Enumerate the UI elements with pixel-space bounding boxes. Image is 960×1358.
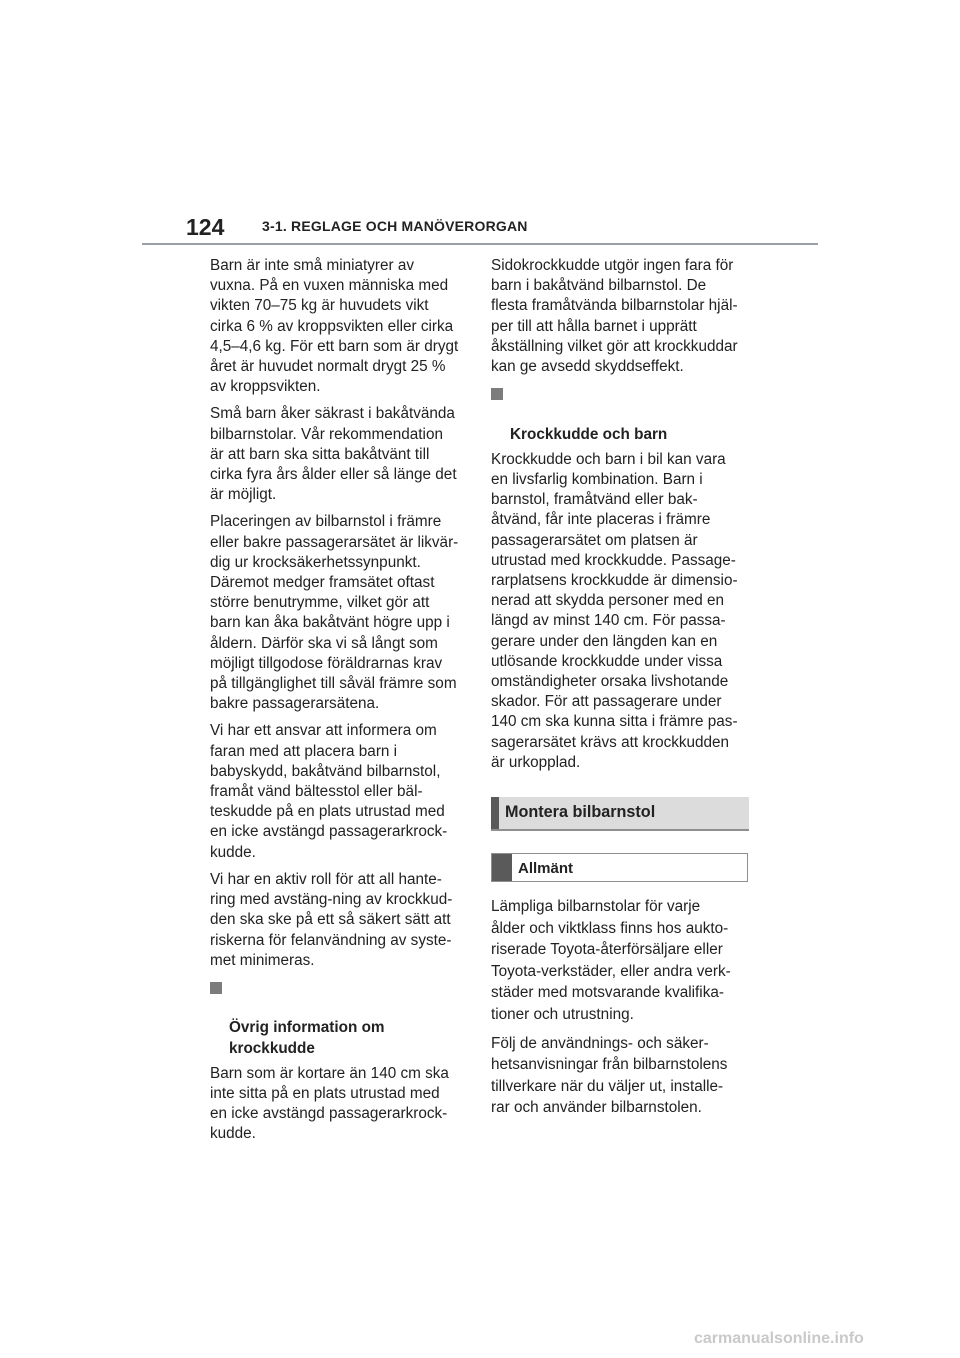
paragraph: Sidokrockkudde utgör ingen fara för barn i bakåtvänd bilbarnstol. De flesta framåtvända bilbarnstolar hjäl- per till att hålla barnet i upprätt åkställning vilket gör att krockkuddar kan ge avsedd skyddseffekt. xyxy=(491,257,738,376)
page-number: 124 xyxy=(186,214,225,240)
subsection-heading: Allmänt xyxy=(518,860,574,878)
subheading-text: Krockkudde och barn xyxy=(510,425,668,443)
paragraph: Placeringen av bilbarnstol i främre eller bakre passagerarsätet är likvär- dig ur krocksäkerhetssynpunkt. Däremot medger framsätet oftast större benutrymme, vilket gör att barn kan åka bakåtvänt högre upp i åldern. Därför ska vi så långt som möjligt tillgodose föräldrarnas krav på tillgänglighet till såväl främre som bakre passagerarsätena. xyxy=(210,513,459,713)
subheading-airbag-children xyxy=(491,384,753,445)
subsection-heading-box xyxy=(491,853,748,882)
square-bullet-icon xyxy=(210,982,222,994)
subheading-text: Övrig information om krockkudde xyxy=(229,1019,385,1057)
square-bullet-icon xyxy=(491,388,503,400)
section-heading-box xyxy=(491,797,749,831)
paragraph: Små barn åker säkrast i bakåtvända bilbarnstolar. Vår rekommendation är att barn ska sitta bakåtvänt till cirka fyra års ålder eller så länge det är möjligt. xyxy=(210,405,457,504)
watermark: carmanualsonline.info xyxy=(694,1330,864,1347)
section-title: 3-1. REGLAGE OCH MANÖVERORGAN xyxy=(262,218,528,234)
subsection-heading-marker xyxy=(492,854,512,881)
section-heading-marker xyxy=(491,797,499,829)
paragraph: Vi har en aktiv roll för att all hante- ring med avstäng-ning av krockkud- den ska ske på ett så säkert sätt att riskerna för felanvändning av syste- met minimeras. xyxy=(210,870,453,969)
left-column xyxy=(210,256,472,1152)
paragraph: Vi har ett ansvar att informera om faran med att placera barn i babyskydd, bakåtvänd bilbarnstol, framåt vänd bältesstol eller bäl- teskudde på en plats utrustad med en icke avstängd passagerarkrock- kudde. xyxy=(210,722,448,861)
right-column xyxy=(491,256,753,1126)
section-heading: Montera bilbarnstol xyxy=(505,803,656,822)
paragraph: Lämpliga bilbarnstolar för varje ålder och viktklass finns hos aukto- riserade Toyota-återförsäljare eller Toyota-verkstäder, eller andra verk- städer med motsvarande kvalifika- tioner och utrustning. xyxy=(491,898,731,1024)
paragraph: Barn är inte små miniatyrer av vuxna. På en vuxen människa med vikten 70–75 kg är huvudets vikt cirka 6 % av kroppsvikten eller cirka 4,5–4,6 kg. För ett barn som är drygt året är huvudet normalt drygt 25 % av kroppsvikten. xyxy=(210,257,459,396)
paragraph: Krockkudde och barn i bil kan vara en livsfarlig kombination. Barn i barnstol, framåtvänd eller bak- åtvänd, får inte placeras i främre passagerarsätet om platsen är utrustad med krockkudde. Passage- rarplatsens krockkudde är dimensio- nerad att skydda personer med en längd av minst 140 cm. För passa- gerare under den längden kan en utlösande krockkudde under vissa omständigheter orsaka livshotande skador. För att passagerare under 140 cm ska kunna sitta i främre pas- sagerarsätet krävs att krockkudden är urkopplad. xyxy=(491,450,738,771)
paragraph: Barn som är kortare än 140 cm ska inte sitta på en plats utrustad med en icke avstängd passagerarkrock- kudde. xyxy=(210,1064,449,1143)
paragraph: Följ de användnings- och säker- hetsanvisningar från bilbarnstolens tillverkare när du väljer ut, installe- rar och använder bilbarnstolen. xyxy=(491,1034,728,1117)
subheading-other-info xyxy=(210,978,472,1059)
header-divider xyxy=(142,243,818,245)
